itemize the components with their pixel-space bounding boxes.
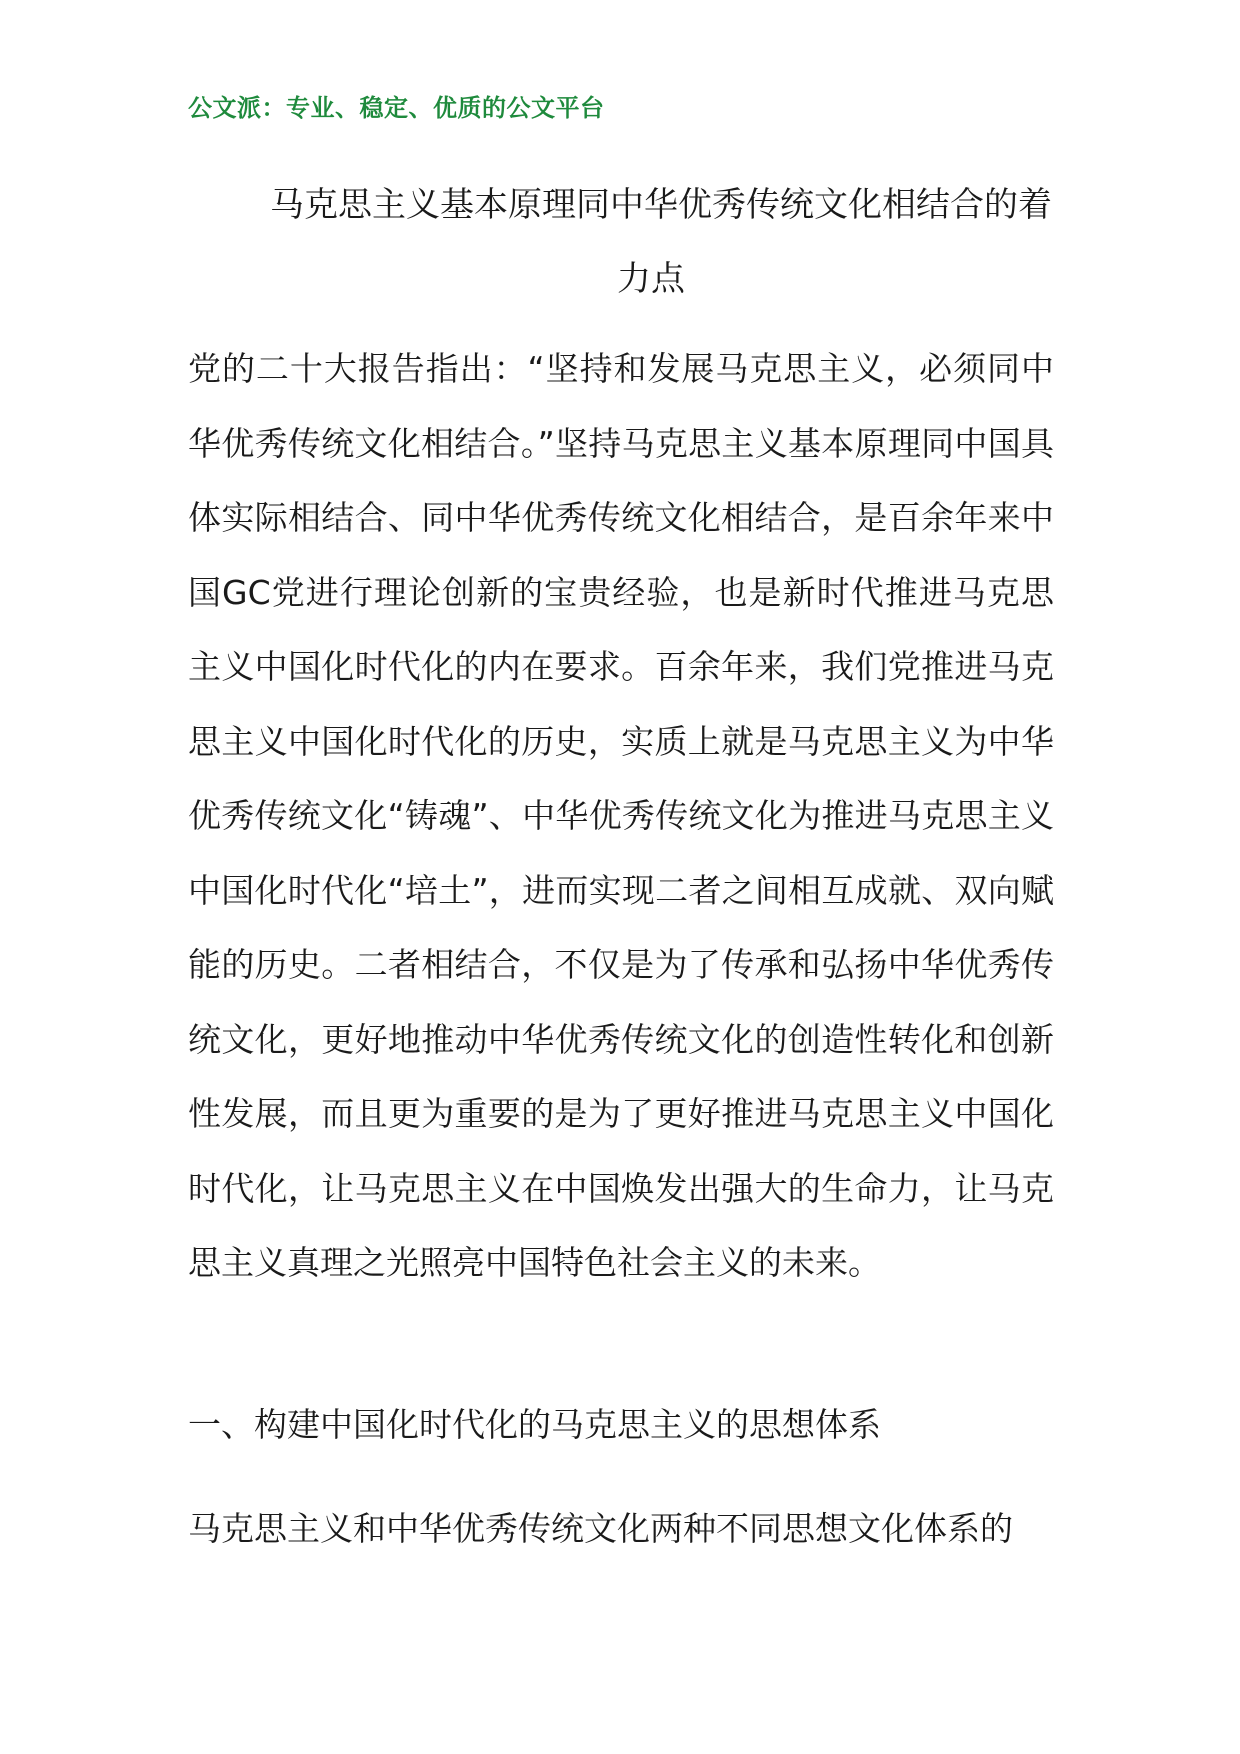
body-paragraph-2: 马克思主义和中华优秀传统文化两种不同思想文化体系的 [188, 1509, 1013, 1548]
document-title-line-2: 力点 [617, 259, 685, 299]
body-paragraph-1: 党的二十大报告指出：“坚持和发展马克思主义，必须同中华优秀传统文化相结合。”坚持马克思主义基本原理同中国具体实际相结合、同中华优秀传统文化相结合，是百余年来中国GC党进行理论创新的宝贵经验，也是新时代推进马克思主义中国化时代化的内在要求。百余年来，我们党推进马克思主义中国化时代化的历史，实质上就是马克思主义为中华优秀传统文化“铸魂”、中华优秀传统文化为推进马克思主义中国化时代化“培土”，进而实现二者之间相互成就、双向赋能的历史。二者相结合，不仅是为了传承和弘扬中华优秀传统文化，更好地推动中华优秀传统文化的创造性转化和创新性发展，而且更为重要的是为了更好推进马克思主义中国化时代化，让马克思主义在中国焕发出强大的生命力，让马克思主义真理之光照亮中国特色社会主义的未来。 [188, 349, 1054, 1282]
document-title [188, 168, 1054, 316]
brand-header-note: 公文派：专业、稳定、优质的公文平台 [188, 93, 605, 122]
section-heading-1: 一、构建中国化时代化的马克思主义的思想体系 [188, 1405, 881, 1444]
document-title-line-1: 马克思主义基本原理同中华优秀传统文化相结合的着 [270, 185, 1052, 225]
